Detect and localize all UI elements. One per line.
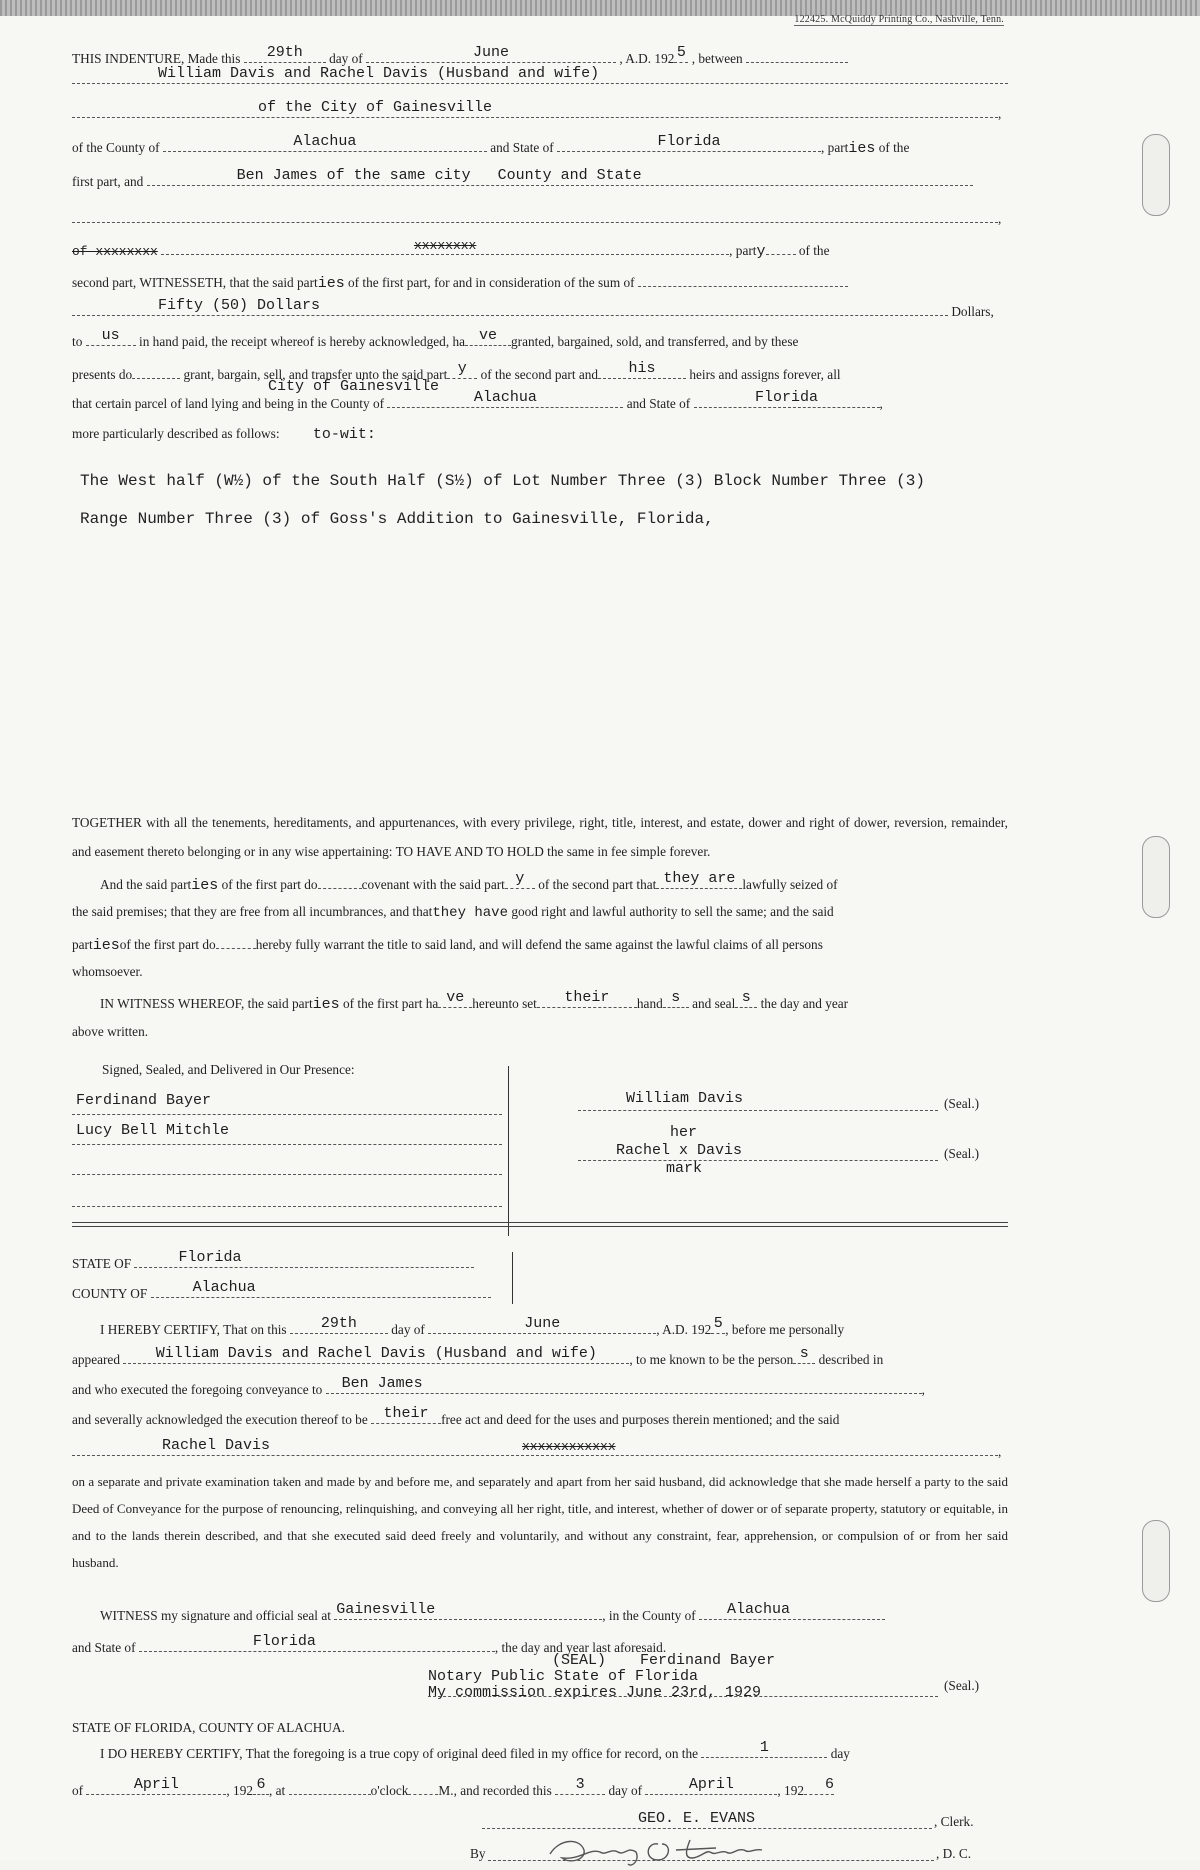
witness-1: Ferdinand Bayer [76, 1092, 212, 1109]
grantor-signature-1: William Davis [626, 1090, 744, 1107]
recorded-day: 3 [575, 1776, 585, 1793]
scan-edge [0, 0, 1200, 16]
filed-month: April [133, 1776, 179, 1793]
printer-imprint: 122425. McQuiddy Printing Co., Nashville, Tenn. [794, 14, 1004, 25]
in-witness-line: IN WITNESS WHEREOF, the said parties of the first part ha ve hereunto set their hand s and seal s the day and year [100, 989, 849, 1013]
ack-wife: Rachel Davis [162, 1437, 271, 1454]
certify-line: I HEREBY CERTIFY, That on this 29th day of June , A.D. 192 5 , before me personally [100, 1315, 845, 1337]
signature-brace [508, 1066, 519, 1236]
presence-label: Signed, Sealed, and Delivered in Our Presence: [102, 1062, 355, 1077]
struck-line: of xxxxxxxx xxxxxxxx , party of the [72, 238, 830, 260]
severally-line: and severally acknowledged the execution thereof to be their free act and deed for the uses and purposes therein mentioned; and the said [72, 1405, 840, 1427]
deputy-clerk-signature [540, 1830, 770, 1870]
grantors-line [72, 65, 1008, 88]
ack-county: Alachua [192, 1279, 256, 1296]
witness-sig-line: WITNESS my signature and official seal at Gainesville , in the County of Alachua [100, 1608, 1008, 1624]
county-line: of the County of Alachua and State of Florida , parties of the [72, 133, 910, 157]
grantee: Ben James of the same city [236, 167, 471, 184]
notary-name: Ferdinand Bayer [640, 1652, 776, 1669]
recording-date-line: of April , 192 6 , at o'clock M., and recorded this 3 day of April , 192 6 [72, 1776, 834, 1798]
whomsoever-line: whomsoever. [72, 964, 143, 979]
recording-heading: STATE OF FLORIDA, COUNTY OF ALACHUA. [72, 1720, 345, 1735]
amount-line: Fifty (50) Dollars Dollars, [72, 304, 1008, 320]
separate-examination: on a separate and private examination taken and made by and before me, and separately and apart from her said husband, did acknowledge that she made herself a party to the said Deed of Conveyance for the purpose of renouncing, relinquishing, and conveying all her right, title, and interest, whether of dower or of separate property, statutory or equitable, in and to the lands therein described, and that she executed said deed freely and voluntarily, and without any constraint, fear, apprehension, or compulsion of or from her said husband. [72, 1474, 1008, 1570]
grantee-line: first part, and Ben James of the same city County and State [72, 174, 1008, 190]
wife-line: Rachel Davis xxxxxxxxxxxx , [72, 1444, 1008, 1460]
ack-place: Gainesville [336, 1601, 436, 1618]
parcel-line: that certain parcel of land lying and being in the County of Alachua and State of Florida , [72, 389, 883, 411]
binder-hole [1142, 134, 1170, 216]
city-line: of the City of Gainesville , [72, 106, 1008, 122]
receipt-line: to us in hand paid, the receipt whereof is hereby acknowledged, ha ve granted, bargained, sold, and transferred, and by these [72, 327, 799, 349]
notary-commission: My commission expires June 23rd, 1929 [428, 1684, 762, 1701]
notary-title: Notary Public State of Florida [428, 1668, 699, 1685]
more-particularly-line: more particularly described as follows: to-wit: [72, 426, 376, 443]
recorded-month: April [688, 1776, 734, 1793]
deed-page: 122425. McQuiddy Printing Co., Nashville, Tenn. THIS INDENTURE, Made this 29th day of June , A.D. 192 5 , between William Davis and Rachel Davis (Husband and wife) of the City of Gainesville , of the County of Alachua and State of Florida , parties of the first part, and Ben James of the same city County and State , of xxxxxxxx xxxxxxxx , party of the second part, WITNESSETH, that the said parties of the first part, for and in consideration of the sum of Fifty (50) Dollars Dollars, to us in hand paid, the receipt whereof is hereby acknowledged, ha ve granted, bargained, sold, and transferred, and by these presents do grant, bargain, sell, and transfer unto the said part y of the second part and his heirs and assigns forever, all City of Gainesville that certain parcel of land lying and being in the County of Alachua and State of Florida , more particularly described as follows: to-wit: The West half (W½) of the South Half (S½) of Lot Number Three (3) Block Number Three (3) Range Number Three (3) of Goss's Addition to Gainesville, Florida, TOGETHER with all the tenements, hereditaments, and appurtenances, with every privilege, right, title, interest, and estate, dower and right of dower, reversion, remainder, and easement thereto belonging or in any wise appertaining: TO HAVE AND TO HOLD the same in fee simple forever. And the said parties of the first part do covenant with the said part y of the second part that they are lawfully seized of the said premises; that they are free from all incumbrances, and thatthey have good right and lawful authority to sell the same; and the said partiesof the first part do hereby fully warrant the title to said land, and will defend the same against the lawful claims of all persons whomsoever. IN WITNESS WHEREOF, the said parties of the first part ha ve hereunto set their hand s and seal s the day and year above written. Signed, Sealed, and Delivered in Our Presence: Ferdinand Bayer Lucy Bell Mitchle William Davis (Seal.) her Rachel x Davis mark (Seal.) STATE OF Florida COUNTY OF Alachua I HEREBY CERTIFY, That on this 29th day of June , A.D. 192 5 , before me personally appeared William Davis and Rachel Davis (Husband and wife) , to me known to be the person s described in and who executed the foregoing conveyance to Ben James , and severally acknowledged the execution thereof to be their free act and deed for the uses and purposes therein mentioned; and the said Rachel Davis xxxxxxxxxxxx , on a separate and private examination taken and made by and before me, and separately and apart from her said husband, did acknowledge that she made herself a party to the said Deed of Conveyance for the purpose of renouncing, relinquishing, and conveying all her right, title, and interest, whether of dower or of separate property, statutory or equitable, in and to the lands therein described, and that she executed said deed freely and voluntarily, and without any constraint, fear, apprehension, or compulsion of or from her said husband. WITNESS my signature and official seal at Gainesville , in the County of Alachua and State of Florida , the day and year last aforesaid. (SEAL) Ferdinand Bayer Notary Public State of Florida My commission expires June 23rd, 1929 (Seal.) STATE OF FLORIDA, COUNTY OF ALACHUA. I DO HEREBY CERTIFY, That the foregoing is a true copy of original deed filed in my office for record, on the 1 day of April , 192 6 , at o'clock M., and recorded this 3 day of April , 192 6 GEO. E. EVANS , Clerk. By , D. C. [0, 0, 1200, 1860]
blank-line: , [72, 208, 1008, 227]
ack-state: Florida [178, 1249, 242, 1266]
ack-county-line: COUNTY OF Alachua [72, 1286, 1008, 1302]
grantor-city: of the City of Gainesville [258, 99, 493, 116]
binder-hole [1142, 1520, 1170, 1602]
indenture-line: THIS INDENTURE, Made this 29th day of June , A.D. 192 5 , between [72, 48, 1008, 67]
witness-2: Lucy Bell Mitchle [76, 1122, 230, 1139]
consideration-amount: Fifty (50) Dollars [158, 297, 321, 314]
and-state-line: and State of Florida , the day and year last aforesaid. [72, 1633, 667, 1655]
ack-state-line: STATE OF Florida [72, 1256, 1008, 1272]
grantor-signature-2: Rachel x Davis [616, 1142, 743, 1159]
appeared-line: appeared William Davis and Rachel Davis (Husband and wife) , to me known to be the person s described in [72, 1345, 884, 1367]
executed-line: and who executed the foregoing conveyance to Ben James , [72, 1375, 925, 1397]
deed-month: June [472, 44, 509, 61]
witnesseth-line: second part, WITNESSETH, that the said parties of the first part, for and in consideration of the sum of [72, 272, 1008, 292]
section-divider [72, 1222, 1008, 1227]
parcel-state: Florida [755, 389, 819, 406]
clerk-name: GEO. E. EVANS [638, 1810, 756, 1827]
presents-line: presents do grant, bargain, sell, and transfer unto the said part y of the second part and his heirs and assigns forever, all [72, 360, 841, 382]
ack-grantee: Ben James [341, 1375, 423, 1392]
notary-seal-text: (SEAL) [552, 1652, 607, 1669]
grantor-county: Alachua [293, 133, 357, 150]
deed-year: 5 [676, 44, 686, 61]
parcel-county: Alachua [473, 389, 537, 406]
premises-line: the said premises; that they are free from all incumbrances, and thatthey have good right and lawful authority to sell the same; and the said [72, 904, 834, 921]
deed-day: 29th [266, 44, 303, 61]
grantor-state: Florida [657, 133, 721, 150]
grantors: William Davis and Rachel Davis (Husband and wife) [158, 65, 600, 82]
recording-certify-line: I DO HEREBY CERTIFY, That the foregoing is a true copy of original deed filed in my office for record, on the 1 day [100, 1739, 850, 1761]
binder-hole [1142, 836, 1170, 918]
covenant-line: And the said parties of the first part do covenant with the said part y of the second part that they are lawfully seized of [100, 870, 838, 894]
above-written-line: above written. [72, 1024, 149, 1039]
legal-description: The West half (W½) of the South Half (S½) of Lot Number Three (3) Block Number Three (3) Range Number Three (3) of Goss's Addition to Gainesville, Florida, [80, 472, 925, 528]
warrant-line: partiesof the first part do hereby fully warrant the title to said land, and will defend the same against the lawful claims of all persons [72, 934, 1008, 954]
filed-day: 1 [759, 1739, 769, 1756]
together-clause: TOGETHER with all the tenements, hereditaments, and appurtenances, with every privilege, right, title, interest, and estate, dower and right of dower, reversion, remainder, and easement thereto belonging or in any wise appertaining: TO HAVE AND TO HOLD the same in fee simple forever. [72, 815, 1008, 859]
